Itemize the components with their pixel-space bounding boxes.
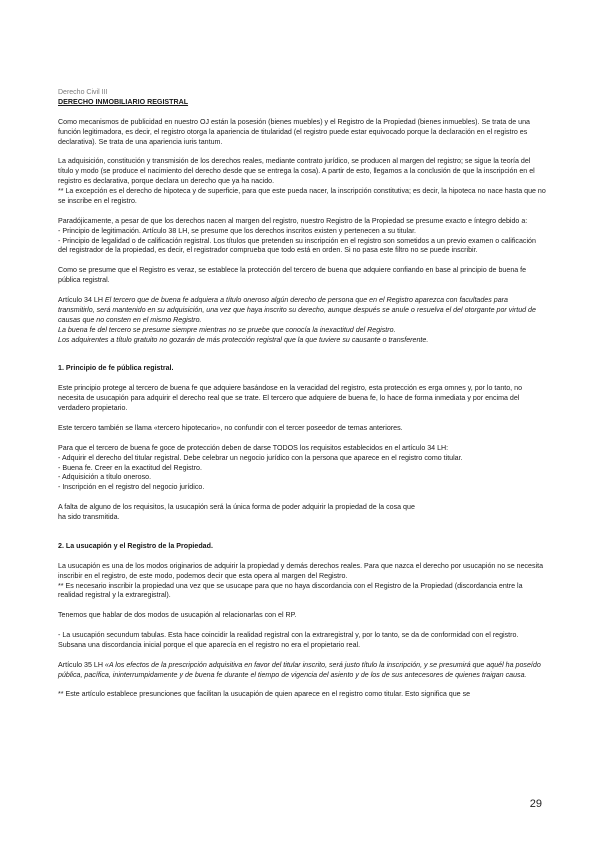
list-item: - Adquirir el derecho del titular registral. Debe celebrar un negocio jurídico con la persona que aparece en el registro como titular. bbox=[58, 453, 463, 462]
subject-header: Derecho Civil III bbox=[58, 89, 108, 96]
paragraph: Este principio protege al tercero de buena fe que adquiere basándose en la veracidad del registro, esta protección es erga omnes y, por lo tanto, no necesita de usucapión para adquirir el derecho real que se trate. El tercero que adquiere de buena fe, lo hace de forma inmediata y por encima del verdadero propietario. bbox=[58, 384, 523, 413]
document-title: DERECHO INMOBILIARIO REGISTRAL bbox=[58, 97, 189, 106]
paragraph: A falta de alguno de los requisitos, la usucapión será la única forma de poder adquirir la propiedad de la cosa que ha sido transmitida. bbox=[58, 503, 415, 522]
paragraph: Este tercero también se llama «tercero hipotecario», no confundir con el tercer poseedor de temas anteriores. bbox=[58, 423, 403, 432]
article-text: «A los efectos de la prescripción adquisitiva en favor del titular inscrito, será justo título la inscripción, y se presumirá que aquél ha poseído pública, pacífica, ininterrumpidamente y de buena fe durante el tiempo de vigencia del asiento y de los de sus antecesores de quienes traigan causa. bbox=[58, 660, 541, 679]
list-item: - Inscripción en el registro del negocio jurídico. bbox=[58, 483, 205, 492]
paragraph: Tenemos que hablar de dos modos de usucapión al relacionarlas con el RP. bbox=[58, 611, 297, 620]
document-body bbox=[58, 88, 546, 700]
section-heading: 1. Principio de fe pública registral. bbox=[58, 364, 174, 373]
paragraph: La usucapión es una de los modos originarios de adquirir la propiedad y demás derechos reales. Para que nazca el derecho por usucapión no se necesita inscribir en el registro, de este modo, podemos decir que esta opera al margen del Registro. bbox=[58, 561, 544, 580]
note: ** La excepción es el derecho de hipoteca y de superficie, para que este pueda nacer, la inscripción constitutiva; es decir, la hipoteca no nace hasta que no se inscribe en el registro. bbox=[58, 187, 546, 205]
list-item: - Buena fe. Creer en la exactitud del Registro. bbox=[58, 463, 202, 472]
list-item: - Principio de legalidad o de calificación registral. Los títulos que pretenden su inscripción en el registro son sometidos a un previo examen o calificación del registrador de la propiedad, es decir, el registrador comprueba que todo está en orden. Si no pasa este filtro no se puede inscribir. bbox=[58, 236, 536, 255]
paragraph: Como mecanismos de publicidad en nuestro OJ están la posesión (bienes muebles) y el Registro de la Propiedad (bienes inmuebles). Se trata de una función legitimadora, es decir, el registro otorga la apariencia de titularidad (el registro puede estar equivocado porque la declaración en el registro es declarativa). Se trata de una apariencia iuris tantum. bbox=[58, 117, 530, 146]
article-34-quote bbox=[58, 296, 546, 326]
paragraph: - La usucapión secundum tabulas. Esta hace coincidir la realidad registral con la extraregistral y, por lo tanto, se da de conformidad con el registro. Subsana una discordancia inicial porque el que aparecía en el registro no era el propietario real. bbox=[58, 631, 519, 649]
list-item: - Adquisición a título oneroso. bbox=[58, 473, 152, 482]
note: ** Es necesario inscribir la propiedad una vez que se usucape para que no haya discordancia con el Registro de la Propiedad (discordancia entre la realidad registral y la extraregistral). bbox=[58, 581, 523, 600]
note: ** Este artículo establece presunciones que facilitan la usucapión de quien aparece en el registro como titular. Esto significa que se bbox=[58, 690, 471, 699]
paragraph: La adquisición, constitución y transmisión de los derechos reales, mediante contrato jurídico, se producen al margen del registro; se sigue la teoría del título y modo (se produce el nacimiento del derecho desde que se entrega la cosa). A partir de esto, llegamos a la conclusión de que la inscripción en el registro es declarativa, porque declara un derecho que ya ha nacido. bbox=[58, 157, 535, 186]
list-item: - Principio de legitimación. Artículo 38 LH, se presume que los derechos inscritos existen y pertenecen a su titular. bbox=[58, 226, 417, 235]
article-35-quote bbox=[58, 661, 546, 681]
article-lead: Artículo 35 LH bbox=[58, 660, 105, 669]
article-text: El tercero que de buena fe adquiera a título oneroso algún derecho de persona que en el Registro aparezca con facultades para transmitirlo, será mantenido en su adquisición, una vez que haya inscrito su derecho, aunque después se anule o resuelva el del otorgante por virtud de causas que no consten en el mismo Registro. bbox=[58, 295, 536, 324]
section-heading: 2. La usucapión y el Registro de la Propiedad. bbox=[58, 541, 213, 550]
paragraph: Como se presume que el Registro es veraz, se establece la protección del tercero de buena que adquiere confiando en base al principio de buena fe pública registral. bbox=[58, 266, 527, 285]
article-lead: Artículo 34 LH bbox=[58, 295, 105, 304]
article-text: La buena fe del tercero se presume siempre mientras no se pruebe que conocía la inexactitud del Registro. bbox=[58, 325, 396, 334]
paragraph: Paradójicamente, a pesar de que los derechos nacen al margen del registro, nuestro Registro de la Propiedad se presume exacto e íntegro debido a: bbox=[58, 216, 528, 225]
page-number: 29 bbox=[529, 798, 542, 810]
article-text: Los adquirentes a título gratuito no gozarán de más protección registral que la que tuviere su causante o transferente. bbox=[58, 335, 429, 344]
paragraph: Para que el tercero de buena fe goce de protección deben de darse TODOS los requisitos establecidos en el artículo 34 LH: bbox=[58, 443, 449, 452]
